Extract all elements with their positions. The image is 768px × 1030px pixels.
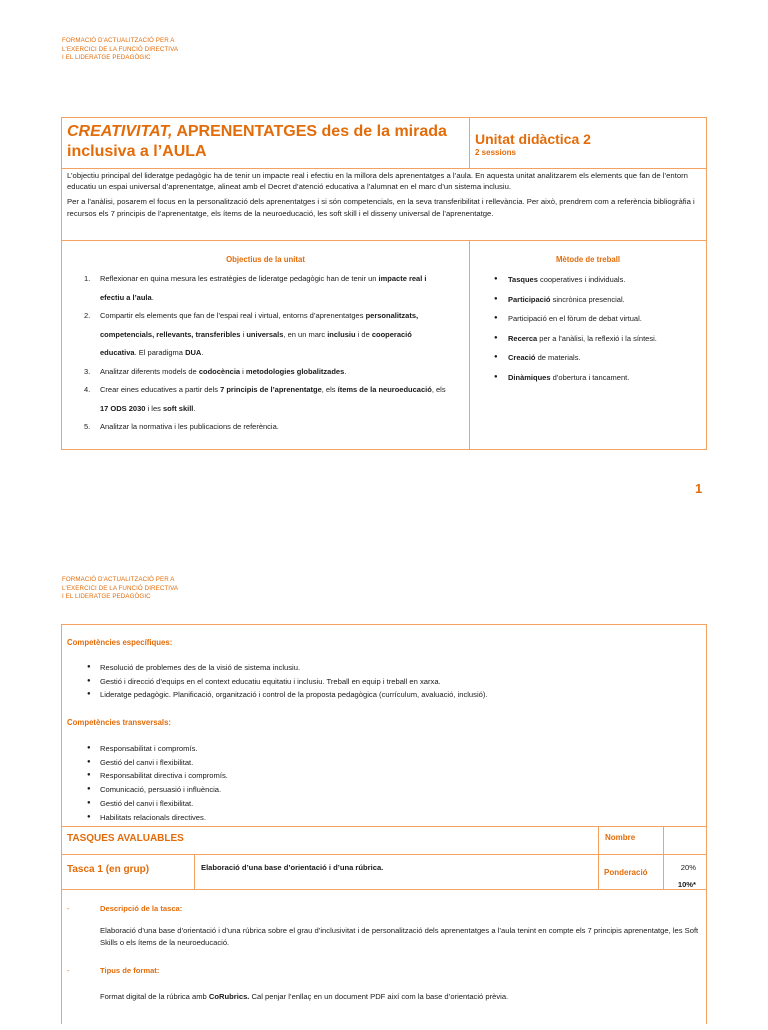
tasks-heading: TASQUES AVALUABLES [67,833,184,844]
objectives-column [62,241,470,450]
objective-item: 1. Reflexionar en quina mesura les estratègies de lideratge pedagògic han de tenir un impacte real i efectiu a l’aula. [84,274,427,302]
document-header-page2 [62,576,178,602]
unit-introduction [67,170,703,223]
objectives-list [62,270,469,437]
competences-table [61,624,707,1024]
competence-item: ● Responsabilitat directiva i compromís. [62,769,228,783]
methods-column [470,241,706,450]
task-title: Elaboració d’una base d’orientació i d’una rúbrica. [201,863,384,872]
task-row [62,854,706,890]
ponderacio-label: Ponderació [598,855,664,890]
intro-paragraph-1: L’objectiu principal del lideratge pedagògic ha de tenir un impacte real i efectiu en la millora dels aprenentatges a l’aula. En aquesta unitat analitzarem els elements que fan de l’entorn educatiu un espai universal d’aprenentatge, alineat amb el Decret d’atenció educativa a l’alumnat en el marc d’un sistema inclusiu. [67,171,688,192]
task-details [62,889,706,1030]
unit-label-cell [475,131,591,157]
header-line-3: I EL LIDERATGE PEDAGÒGIC [62,593,151,601]
task-description-text: Elaboració d’una base d’orientació i d’una rúbrica sobre el grau d’inclusivitat i de personalització dels aprenentatges a l’aula tenint en compte els 7 principis aprenentatge, les Soft Skills o els ítems de la neuroeducació. [100,926,699,947]
method-item: ● Dinàmiques d’obertura i tancament. [470,368,706,388]
method-item: ● Participació sincrònica presencial. [470,290,706,310]
format-label: Tipus de format: [100,966,160,975]
header-line-2: L'EXERCICI DE LA FUNCIÓ DIRECTIVA [62,584,179,592]
competence-item: ● Resolució de problemes des de la visió de sistema inclusiu. [62,661,488,675]
objectives-heading: Objectius de la unitat [226,255,305,264]
methods-list [470,270,706,387]
unit-table [61,117,707,450]
method-item: ● Recerca per a l’anàlisi, la reflexió i la síntesi. [470,329,706,349]
header-line-1: FORMACIÓ D'ACTUALITZACIÓ PER A [62,576,175,583]
competence-item: ● Habilitats relacionals directives. [62,811,228,825]
method-item: ● Tasques cooperatives i individuals. [470,270,706,290]
competence-item: ● Gestió del canvi i flexibilitat. [62,756,228,770]
dash-marker: - [67,966,70,975]
objective-item: 5. Analitzar la normativa i les publicacions de referència. [84,422,279,431]
tasks-header-row [62,826,706,855]
methods-heading: Mètode de treball [555,255,621,264]
transversal-competences-list [62,742,228,824]
header-line-1: FORMACIÓ D'ACTUALITZACIÓ PER A [62,37,175,44]
objectives-methods-row [62,240,706,451]
competence-item: ● Gestió del canvi i flexibilitat. [62,797,228,811]
nombre-label: Nombre [598,827,664,855]
document-header [62,37,178,63]
task-description-label: Descripció de la tasca: [100,904,183,913]
unit-title-rest: APRENENTATGES des de la mirada inclusiva a l’AULA [67,123,447,160]
unit-label: Unitat didàctica 2 [475,131,591,147]
header-line-3: I EL LIDERATGE PEDAGÒGIC [62,54,151,62]
competence-item: ● Gestió i direcció d’equips en el context educatiu equitatiu i inclusiu. Treball en equip i treball en xarxa. [62,675,488,689]
task-name: Tasca 1 (en grup) [62,855,195,890]
intro-paragraph-2: Per a l’anàlisi, posarem el focus en la personalització dels aprenentatges i si són competencials, en la seva transferibilitat i rellevància. Per això, prendrem com a referència bibliogràfia i recursos els 7 principis de l’aprenentatge, els ítems de la neuroeducació, les soft skill i el disseny universal de l’aprenentatge. [67,197,695,218]
specific-competences-heading: Competències específiques: [67,638,173,647]
competence-item: ● Lideratge pedagògic. Planificació, organització i control de la proposta pedagògica (currículum, avaluació, inclusió). [62,688,488,702]
objective-item: 2. Compartir els elements que fan de l’espai real i virtual, entorns d’aprenentatges personalitzats, competencials, rellevants, transferibles i universals, en un marc inclusiu i de cooperació educativa. El paradigma DUA. [84,311,419,357]
unit-sessions: 2 sessions [475,148,516,157]
unit-title-row [62,118,706,169]
method-item: ● Creació de materials. [470,348,706,368]
dash-marker: - [67,904,70,913]
objective-item: 3. Analitzar diferents models de codocència i metodologies globalitzades. [84,366,347,376]
unit-title-italic: CREATIVITAT, [67,123,173,140]
objective-item: 4. Crear eines educatives a partir dels 7 principis de l’aprenentatge, els ítems de la neuroeducació, els 17 ODS 2030 i les soft skill. [84,385,446,413]
transversal-competences-heading: Competències transversals: [67,718,172,727]
format-text: Format digital de la rúbrica amb CoRubrics. Cal penjar l’enllaç en un document PDF així com la base d’orientació prèvia. [100,992,509,1001]
method-item: ● Participació en el fòrum de debat virtual. [470,309,706,329]
competence-item: ● Comunicació, persuasió i influència. [62,783,228,797]
ponderacio-value-alt: 10%* [677,880,696,889]
ponderacio-value: 20% [680,863,696,872]
specific-competences-list [62,661,488,702]
competence-item: ● Responsabilitat i compromís. [62,742,228,756]
ponderacio-values [664,855,706,890]
header-line-2: L'EXERCICI DE LA FUNCIÓ DIRECTIVA [62,45,179,53]
page-number: 1 [695,481,703,496]
unit-title [62,118,470,168]
